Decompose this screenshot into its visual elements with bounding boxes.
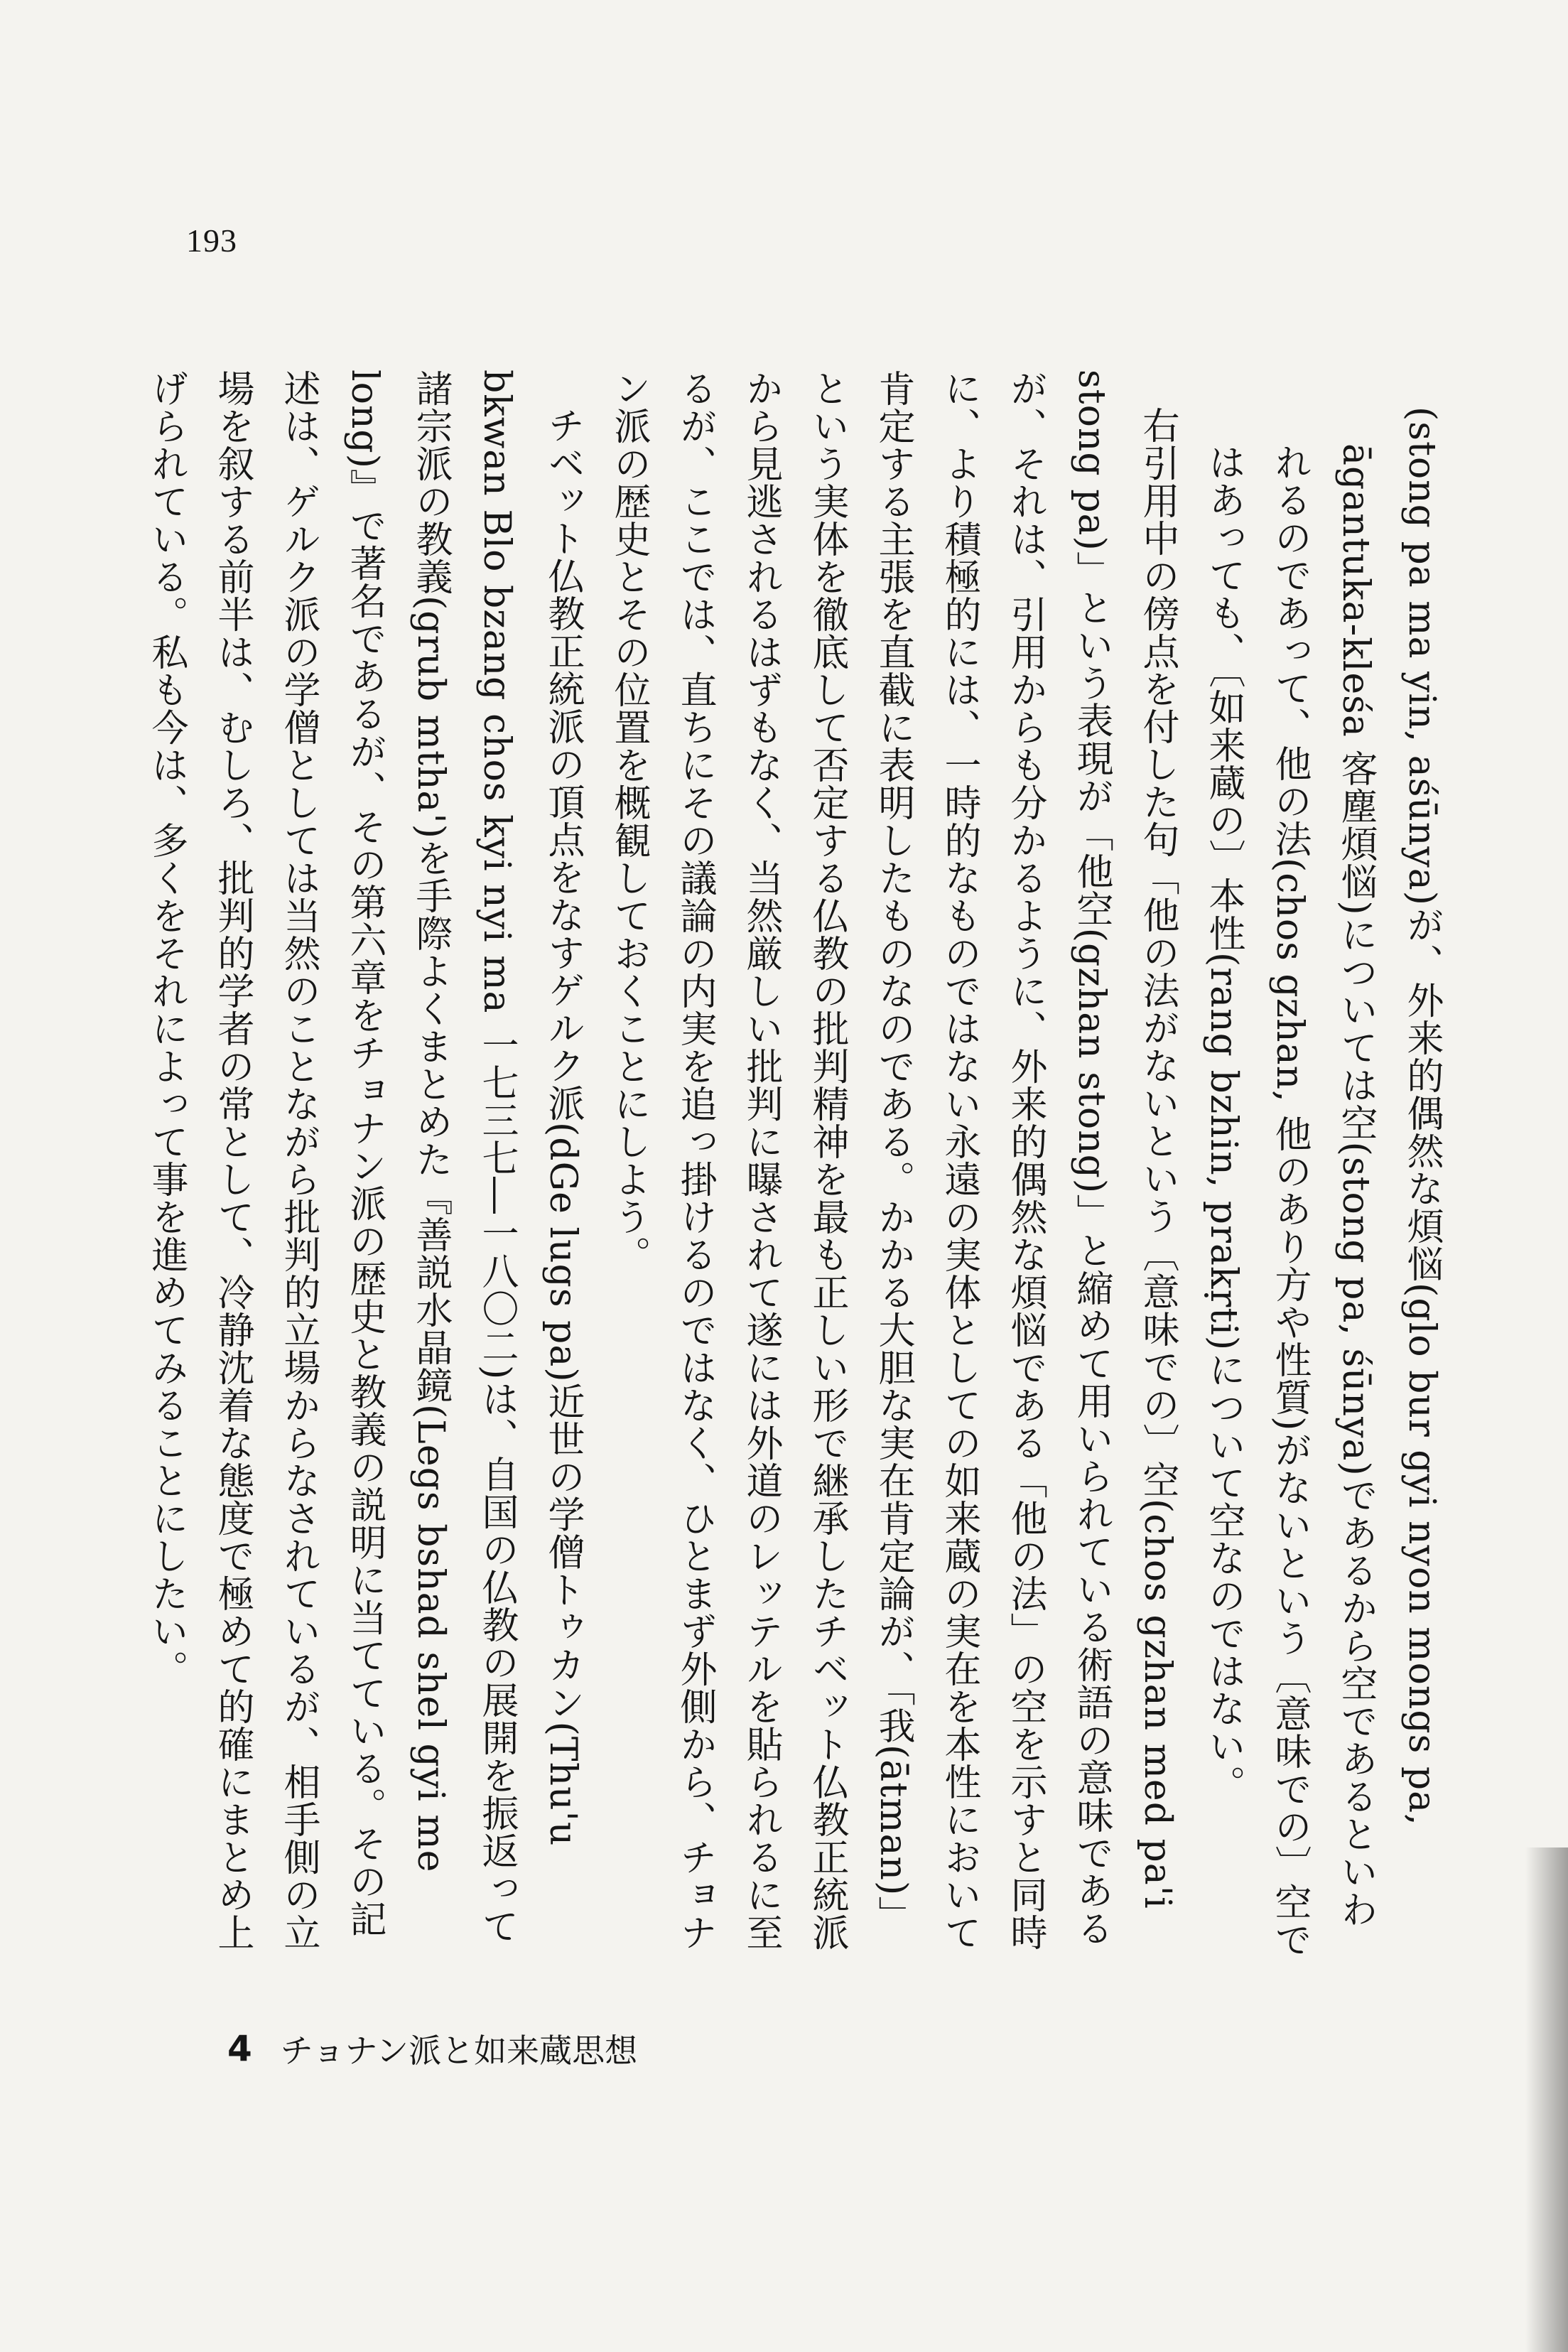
chapter-title: チョナン派と如来蔵思想 xyxy=(280,2032,638,2070)
scan-edge-shadow xyxy=(1525,1847,1568,2352)
paragraph-1: 右引用中の傍点を付した句「他の法がないという〔意味での〕空(chos gzhan med pa'i stong pa)」という表現が「他空(gzhan stong)」と縮めて用いられている術語の意味であるが、それは、引用からも分かるように、外来的偶然な煩悩である「他の法」の空を示すと同時に、より積極的には、一時的なものではない永遠の実体としての如来蔵の実在を本性において肯定する主張を直截に表明したものなのである。かかる大胆な実在肯定論が、「我(ātman)」という実体を徹底して否定する仏教の批判精神を最も正しい形で継承したチベット仏教正統派から見逃されるはずもなく、当然厳しい批判に曝されて遂には外道のレッテルを貼られるに至るが、ここでは、直ちにその議論の内実を追っ掛けるのではなく、ひとまず外側から、チョナン派の歴史とその位置を概観しておくことにしよう。 xyxy=(607,369,1179,1951)
running-head xyxy=(227,2017,1435,2081)
chapter-number: 4 xyxy=(227,2028,252,2069)
paragraph-2: チベット仏教正統派の頂点をなすゲルク派(dGe lugs pa)近世の学僧トゥカン(Thu'u bkwan Blo bzang chos kyi nyi ma 一七三七―一八〇二)は、自国の仏教の展開を振返って諸宗派の教義(grub mtha')を手際よくまとめた『善説水晶鏡(Legs bshad shel gyi me long)』で著名であるが、その第六章をチョナン派の歴史と教義の説明に当てている。その記述は、ゲルク派の学僧としては当然のことながら批判的立場からなされているが、相手側の立場を叙する前半は、むしろ、批判的学者の常として、冷静沈着な態度で極めて的確にまとめ上げられている。私も今は、多くをそれによって事を進めてみることにしたい。 xyxy=(145,369,584,1951)
quoted-passage: (stong pa ma yin, aśūnya)が、外来的偶然な煩悩(glo bur gyi nyon mongs pa, āgantuka-kleśa 客塵煩悩)については空(stong pa, śūnya)であるから空であるといわれるのであって、他の法(chos gzhan, 他のあり方や性質)がないという〔意味での〕空ではあっても、〔如来蔵の〕本性(rang bzhin, prakṛti)について空なのではない。 xyxy=(1202,406,1443,1959)
body-text xyxy=(76,369,1454,1961)
page-number: 193 xyxy=(186,222,237,259)
